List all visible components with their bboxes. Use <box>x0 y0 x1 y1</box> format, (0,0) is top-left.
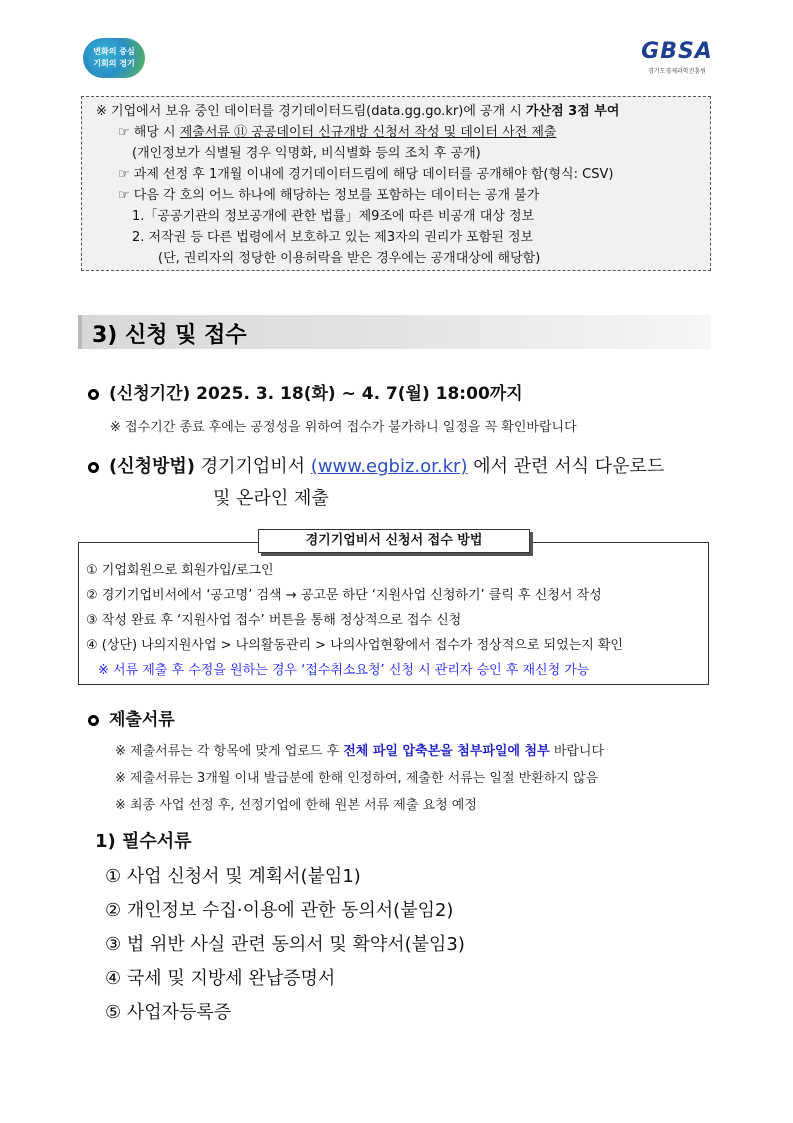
notice-line-7: 2. 저작권 등 다른 법령에서 보호하고 있는 제3자의 권리가 포함된 정보 <box>132 230 534 245</box>
application-method-label: (신청방법) <box>109 456 196 477</box>
notice-line-1 <box>96 101 710 122</box>
logo-text-line2: 기회의 경기 <box>93 59 135 68</box>
application-method <box>88 452 664 478</box>
method-text-before-link: 경기기업비서 <box>195 456 311 477</box>
notice-line-2 <box>96 122 710 143</box>
gyeonggi-logo <box>83 38 145 78</box>
application-steps-title: 경기기업비서 신청서 접수 방법 <box>258 529 530 553</box>
gbsa-logo <box>628 40 726 82</box>
application-steps-list <box>86 558 623 683</box>
required-documents-heading: 1) 필수서류 <box>95 831 192 852</box>
documents-note-3: ※ 최종 사업 선정 후, 선정기업에 한해 원본 서류 제출 요청 예정 <box>115 798 477 813</box>
circle-bullet-icon <box>88 389 99 400</box>
step-item: ② 경기기업비서에서 ‘공고명’ 검색 → 공고문 하단 ‘지원사업 신청하기’ 클릭 후 신청서 작성 <box>86 588 602 603</box>
circle-bullet-icon <box>88 715 99 726</box>
notice-line-4: ☞ 과제 선정 후 1개월 이내에 경기데이터드림에 해당 데이터를 공개해야 함(형식: CSV) <box>118 167 614 182</box>
required-document-item: ⑤ 사업자등록증 <box>105 1002 232 1023</box>
period-note: ※ 접수기간 종료 후에는 공정성을 위하여 접수가 불가하니 일정을 꼭 확인바랍니다 <box>110 420 577 435</box>
documents-note-1-text: ※ 제출서류는 각 항목에 맞게 업로드 후 <box>115 744 344 759</box>
bonus-points-text: 가산점 3점 부여 <box>525 104 620 119</box>
required-document-item: ④ 국세 및 지방세 완납증명서 <box>105 968 336 989</box>
notice-line-2-text: ☞ 해당 시 <box>118 125 180 140</box>
application-period-text: (신청기간) 2025. 3. 18(화) ~ 4. 7(월) 18:00까지 <box>109 384 523 404</box>
notice-line-5: ☞ 다음 각 호의 어느 하나에 해당하는 정보를 포함하는 데이터는 공개 불가 <box>118 188 540 203</box>
documents-heading <box>88 705 175 730</box>
notice-line-6: 1.「공공기관의 정보공개에 관한 법률」제9조에 따른 비공개 대상 정보 <box>132 209 535 224</box>
logo-text-line1: 변화의 중심 <box>93 47 135 56</box>
method-line-2: 및 온라인 제출 <box>213 488 329 509</box>
circle-bullet-icon <box>88 462 99 473</box>
required-document-item: ① 사업 신청서 및 계획서(붙임1) <box>105 866 361 887</box>
notice-line-3: (개인정보가 식별될 경우 익명화, 비식별화 등의 조치 후 공개) <box>132 146 481 161</box>
step-item: ③ 작성 완료 후 ‘지원사업 접수’ 버튼을 통해 정상적으로 접수 신청 <box>86 613 462 628</box>
section-header <box>78 315 711 349</box>
documents-note-2: ※ 제출서류는 3개월 이내 발급분에 한해 인정하여, 제출한 서류는 일절 반환하지 않음 <box>115 771 599 786</box>
documents-note-1 <box>115 740 604 759</box>
data-disclosure-notice <box>81 96 711 271</box>
gbsa-logo-mark: GBSA <box>641 39 713 64</box>
step-item: ① 기업회원으로 회원가입/로그인 <box>86 563 274 578</box>
documents-heading-text: 제출서류 <box>109 710 175 730</box>
required-document-item: ③ 법 위반 사실 관련 동의서 및 확약서(붙임3) <box>105 934 465 955</box>
application-period <box>88 379 523 404</box>
resubmission-note: ※ 서류 제출 후 수정을 원하는 경우 ‘접수취소요청’ 신청 시 관리자 승인 후 재신청 가능 <box>98 663 590 678</box>
documents-note-1-suffix: 바랍니다 <box>549 744 605 759</box>
required-document-item: ② 개인정보 수집·이용에 관한 동의서(붙임2) <box>105 900 454 921</box>
notice-line-8: (단, 권리자의 정당한 이용허락을 받은 경우에는 공개대상에 해당함) <box>158 251 541 266</box>
attach-archive-text: 전체 파일 압축본을 첨부파일에 첨부 <box>343 744 550 759</box>
submission-requirement-text: 제출서류 ⑪ 공공데이터 신규개방 신청서 작성 및 데이터 사전 제출 <box>179 125 557 140</box>
notice-line-1-text: ※ 기업에서 보유 중인 데이터를 경기데이터드림(data.gg.go.kr)에 공개 시 <box>96 104 526 119</box>
gbsa-logo-subtitle: 경기도경제과학진흥원 <box>648 68 706 75</box>
section-title: 3) 신청 및 접수 <box>92 323 247 348</box>
method-text-after-link: 에서 관련 서식 다운로드 <box>467 456 665 477</box>
step-item: ④ (상단) 나의지원사업 > 나의활동관리 > 나의사업현황에서 접수가 정상적으로 되었는지 확인 <box>86 638 623 653</box>
egbiz-link[interactable]: (www.egbiz.or.kr) <box>310 456 468 477</box>
